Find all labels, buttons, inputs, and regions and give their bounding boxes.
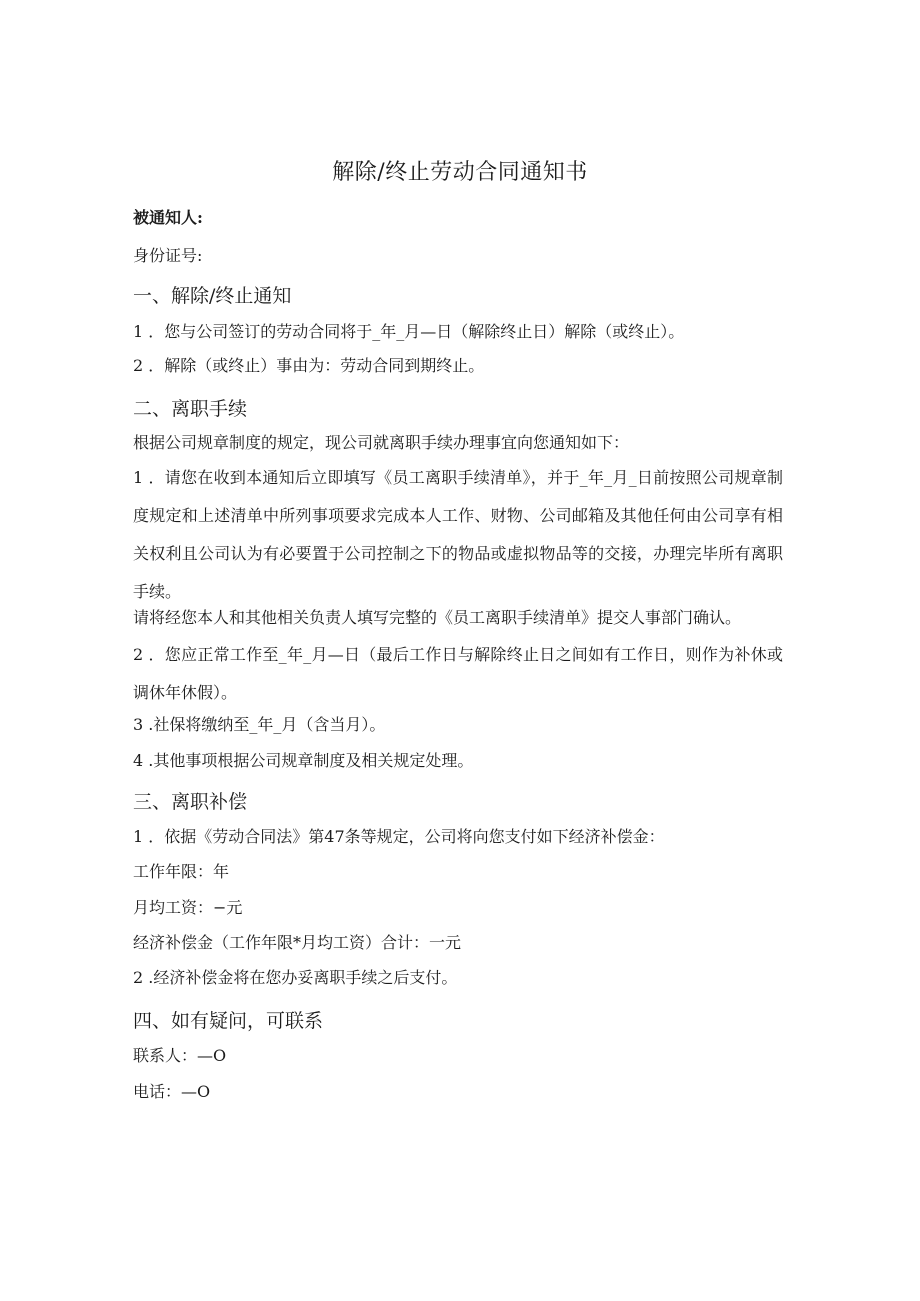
section1-item-1: 1 ．您与公司签订的劳动合同将于_年_月—日（解除终止日）解除（或终止）。 [133,322,685,341]
contact-person-line: 联系人：—O [133,1046,227,1065]
section3-heading: 三、离职补偿 [133,791,248,813]
notified-person-label: 被通知人: [133,208,203,227]
section2-item-1: 1 ．请您在收到本通知后立即填写《员工离职手续清单》，并于_年_月_日前按照公司规章制度规定和上述清单中所列事项要求完成本人工作、财物、公司邮箱及其他任何由公司享有相关权利且公司认为有必要置于公司控制之下的物品或虚拟物品等的交接，办理完毕所有离职手续。 [133,468,783,601]
section2-heading: 二、离职手续 [133,398,248,420]
section4-heading: 四、如有疑问，可联系 [133,1010,324,1032]
section3-item-2: 2 .经济补偿金将在您办妥离职手续之后支付。 [133,968,458,987]
section2-item-4: 4 .其他事项根据公司规章制度及相关规定处理。 [133,751,474,770]
section2-item-3: 3 .社保将缴纳至_年_月（含当月）。 [133,715,386,734]
monthly-salary-line: 月均工资：−元 [133,898,243,917]
compensation-total-line: 经济补偿金（工作年限*月均工资）合计：一元 [133,933,462,952]
id-number-label: 身份证号: [133,246,203,265]
phone-line: 电话：—O [133,1082,211,1101]
section2-item-1-note: 请将经您本人和其他相关负责人填写完整的《员工离职手续清单》提交人事部门确认。 [133,608,742,627]
section3-item-1: 1 ．依据《劳动合同法》第47条等规定，公司将向您支付如下经济补偿金： [133,827,665,846]
section2-item-2: 2 ．您应正常工作至_年_月—日（最后工作日与解除终止日之间如有工作日，则作为补休或调休年休假）。 [133,645,783,702]
section2-intro: 根据公司规章制度的规定，现公司就离职手续办理事宜向您通知如下： [133,433,630,452]
work-years-line: 工作年限：年 [133,862,230,881]
section1-heading: 一、解除/终止通知 [133,285,292,307]
section1-item-2: 2 ．解除（或终止）事由为：劳动合同到期终止。 [133,356,485,375]
document-title: 解除/终止劳动合同通知书 [332,160,588,185]
